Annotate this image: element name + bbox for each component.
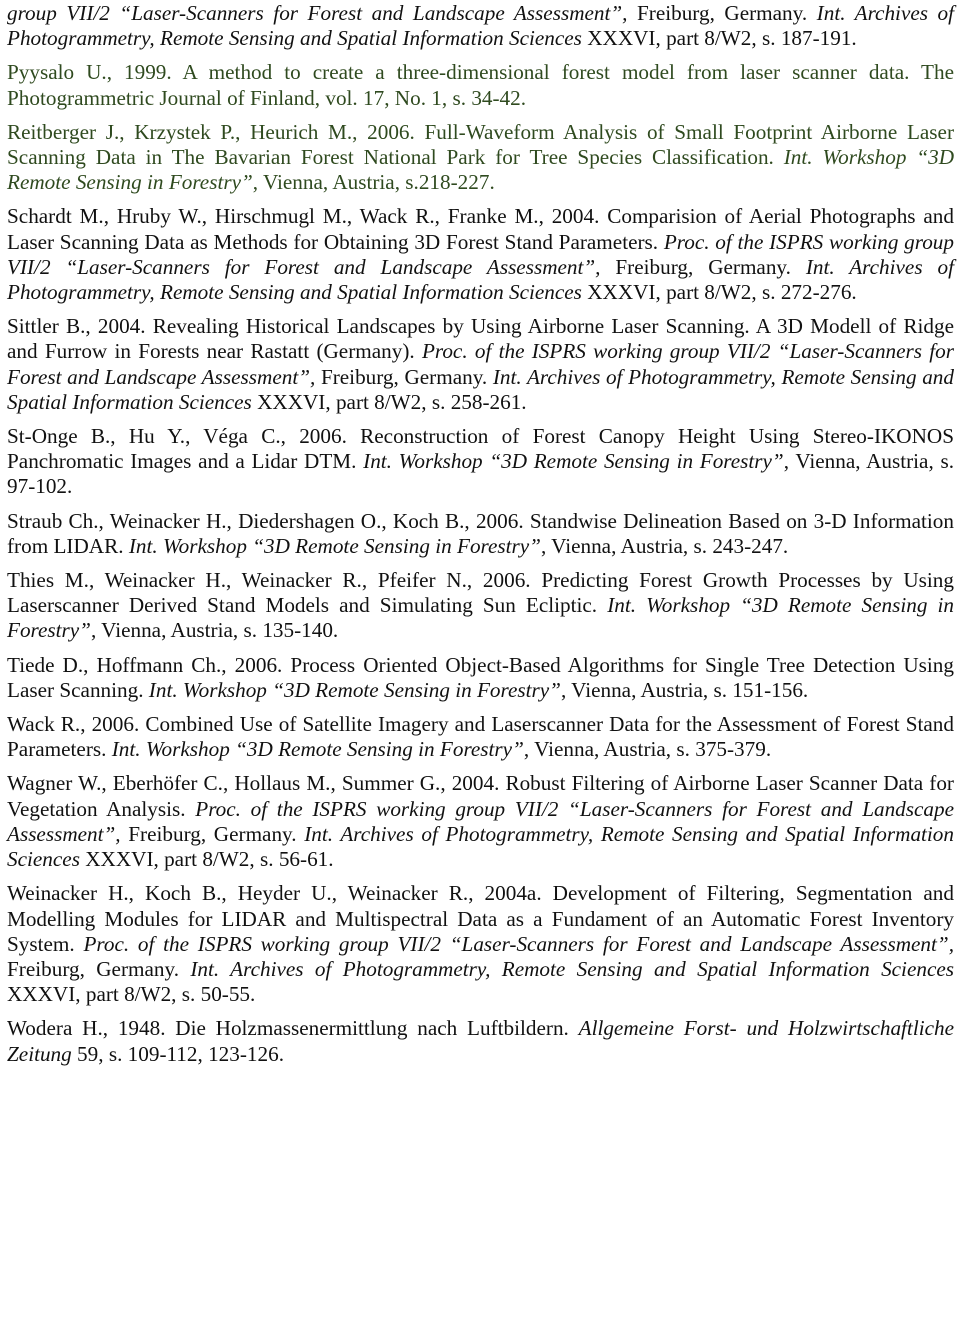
ref-text-segment: XXXVI, part 8/W2, s. 56-61.	[85, 847, 334, 872]
ref-text-segment: , Vienna, Austria, s. 243-247.	[540, 533, 789, 558]
ref-text-segment: , Vienna, Austria, s. 97-102.	[7, 449, 954, 499]
ref-text-segment: Wack R., 2006. Combined Use of Satellite Imagery and Laserscanner Data for the Assessment of Forest Stand Parameters.	[7, 712, 954, 762]
reference-entry-straub	[7, 509, 954, 559]
ref-text-segment: , Vienna, Austria, s. 375-379.	[523, 737, 772, 762]
ref-text-segment: Allgemeine Forst- und Holzwirtschaftliche Zeitung	[7, 1016, 954, 1066]
ref-text-segment: Wagner W., Eberhöfer C., Hollaus M., Summer G., 2004. Robust Filtering of Airborne Laser Scanner Data for Vegetation Analysis.	[7, 771, 954, 821]
ref-text-segment: XXXVI, part 8/W2, s. 50-55.	[7, 982, 256, 1007]
ref-text-segment: Freiburg, Germany.	[615, 254, 806, 279]
ref-text-segment: Int. Workshop “3D Remote Sensing in Forestry”	[363, 449, 784, 474]
ref-text-segment: , Vienna, Austria, s. 151-156.	[560, 677, 809, 702]
ref-text-segment: Freiburg, Germany.	[636, 1, 817, 25]
ref-text-segment: Freiburg, Germany.	[128, 821, 305, 846]
ref-text-segment: Freiburg, Germany.	[320, 364, 493, 389]
reference-entry-thies	[7, 568, 954, 644]
ref-text-segment: Weinacker H., Koch B., Heyder U., Weinacker R., 2004a. Development of Filtering, Segmentation and Modelling Modules for LIDAR and Multispectral Data as a Fundament of an Automatic Forest Inventory System.	[7, 881, 954, 956]
ref-text-segment: Int. Workshop “3D Remote Sensing in Forestry”	[7, 593, 954, 643]
reference-entry-sittler	[7, 314, 954, 415]
ref-text-segment: Proc. of the ISPRS working group VII/2 “Laser-Scanners for Forest and Landscape Assessment”,	[7, 339, 954, 389]
ref-text-segment: , Vienna, Austria, s. 135-140.	[90, 618, 339, 643]
ref-text-segment: Tiede D., Hoffmann Ch., 2006. Process Oriented Object-Based Algorithms for Single Tree Detection Using Laser Scanning.	[7, 652, 954, 702]
ref-text-segment: Sittler B., 2004. Revealing Historical Landscapes by Using Airborne Laser Scanning. A 3D Modell of Ridge and Furrow in Forests near Rastatt (Germany).	[7, 314, 954, 364]
reference-entry-tiede	[7, 653, 954, 703]
ref-text-segment: XXXVI, part 8/W2, s. 258-261.	[257, 389, 527, 414]
ref-text-segment: Int. Workshop “3D Remote Sensing in Forestry”	[7, 145, 954, 195]
ref-text-segment: Proc. of the ISPRS working group VII/2 “Laser-Scanners for Forest and Landscape Assessment”,	[83, 931, 954, 956]
reference-entry-wack	[7, 712, 954, 762]
ref-text-segment: Schardt M., Hruby W., Hirschmugl M., Wack R., Franke M., 2004. Comparision of Aerial Photographs and Laser Scanning Data as Methods for Obtaining 3D Forest Stand Parameters.	[7, 204, 954, 254]
ref-text-segment: Archives of Photogrammetry, Remote Sensing and Spatial Information Sciences	[7, 1, 954, 51]
reference-entry-wodera	[7, 1016, 954, 1066]
ref-text-segment: XXXVI, part 8/W2, s. 187-191.	[587, 26, 857, 51]
ref-text-segment: St-Onge B., Hu Y., Véga C., 2006. Reconstruction of Forest Canopy Height Using Stereo-IKONOS Panchromatic Images and a Lidar DTM.	[7, 424, 954, 474]
ref-text-segment: XXXVI, part 8/W2, s. 272-276.	[587, 280, 857, 305]
ref-text-segment: , Vienna, Austria, s.218-227.	[252, 170, 495, 195]
reference-entry-schardt	[7, 204, 954, 305]
reference-entry-continued	[7, 1, 954, 51]
reference-entry-reitberger	[7, 120, 954, 196]
ref-text-segment: 59, s. 109-112, 123-126.	[77, 1041, 285, 1066]
reference-entry-weinacker	[7, 881, 954, 1007]
ref-text-segment: Int. Archives of Photogrammetry, Remote Sensing and Spatial Information Sciences	[190, 956, 954, 981]
ref-text-segment: Pyysalo U., 1999. A method to create a three-dimensional forest model from laser scanner data. The Photogrammetric Journal of Finland, vol. 17, No. 1, s. 34-42.	[7, 60, 954, 110]
ref-text-segment: Thies M., Weinacker H., Weinacker R., Pfeifer N., 2006. Predicting Forest Growth Processes by Using Laserscanner Derived Stand Models and Simulating Sun Ecliptic.	[7, 568, 954, 618]
ref-text-segment: Int.	[816, 1, 855, 25]
reference-entry-pyysalo	[7, 60, 954, 110]
ref-text-segment: group VII/2 “Laser-Scanners for Forest and Landscape Assessment”,	[7, 1, 637, 25]
reference-entry-st-onge	[7, 424, 954, 500]
reference-list	[7, 1, 954, 1067]
ref-text-segment: Reitberger J., Krzystek P., Heurich M., 2006. Full-Waveform Analysis of Small Footprint Airborne Laser Scanning Data in The Bavarian Forest National Park for Tree Species Classification.	[7, 119, 954, 170]
ref-text-segment: Freiburg, Germany.	[7, 956, 191, 981]
ref-text-segment: Int. Archives of Photogrammetry, Remote Sensing and Spatial Information Sciences	[7, 821, 954, 872]
ref-text-segment: Int. Workshop “3D Remote Sensing in Forestry”	[148, 677, 561, 702]
ref-text-segment: Straub Ch., Weinacker H., Diedershagen O., Koch B., 2006. Standwise Delineation Based on 3-D Information from LIDAR.	[7, 508, 954, 558]
ref-text-segment: Wodera H., 1948. Die Holzmassenermittlung nach Luftbildern.	[7, 1016, 579, 1041]
ref-text-segment: Int. Workshop “3D Remote Sensing in Forestry”	[128, 533, 541, 558]
ref-text-segment: Proc. of the ISPRS working group VII/2 “Laser-Scanners for Forest and Landscape Assessment”,	[7, 229, 954, 279]
ref-text-segment: Int. Workshop “3D Remote Sensing in Forestry”	[111, 737, 524, 762]
ref-text-segment: Int. Archives of Photogrammetry, Remote Sensing and Spatial Information Sciences	[7, 254, 954, 305]
ref-text-segment: Int. Archives of Photogrammetry, Remote Sensing and Spatial Information Sciences	[7, 364, 954, 414]
reference-entry-wagner	[7, 771, 954, 872]
ref-text-segment: Proc. of the ISPRS working group VII/2 “Laser-Scanners for Forest and Landscape Assessment”,	[7, 796, 954, 846]
